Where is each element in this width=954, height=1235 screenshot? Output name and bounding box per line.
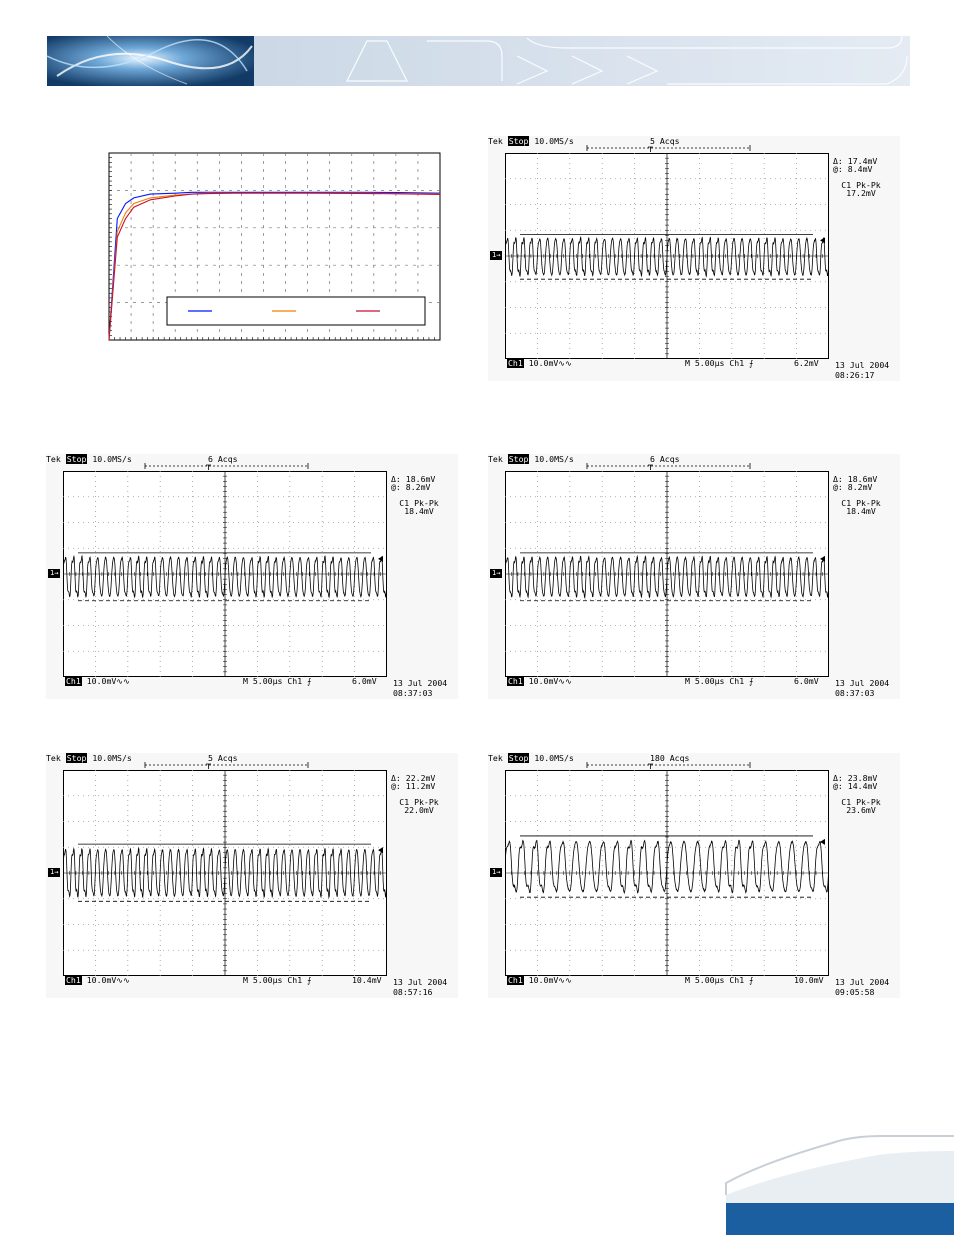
timestamp [393,977,447,997]
pk-pk-value: 17.2mV [846,188,876,198]
volts-per-div: 10.0mV∿∿ [81,975,131,985]
scope-screen [63,471,387,677]
timebase: M 5.00µs Ch1 ⨍ [243,975,312,985]
timebase: M 5.00µs Ch1 ⨍ [685,358,754,368]
record-bracket [143,463,313,471]
tek-label: Tek [46,454,66,464]
stop-badge: Stop [508,136,529,146]
acquisition-count: 6 Acqs [208,454,238,464]
capture-date: 13 Jul 2004 [835,977,890,987]
channel-scale [65,975,130,985]
timebase: M 5.00µs Ch1 ⨍ [243,676,312,686]
pk-pk-label: C1 Pk-Pk [399,797,439,807]
timestamp [835,360,889,380]
scope-panel-5 [488,753,900,998]
capture-date: 13 Jul 2004 [393,678,448,688]
timestamp [835,977,889,997]
cursor-readout: Δ: 18.6mV [391,474,436,484]
acquisition-count: 5 Acqs [208,753,238,763]
cursor-readout: @: 8.2mV [391,482,431,492]
footer-logo [722,1133,954,1235]
tek-label: Tek [488,454,508,464]
acquisition-count: 6 Acqs [650,454,680,464]
pk-pk-value: 18.4mV [404,506,434,516]
trigger-level: 6.0mV [794,676,819,686]
acquisition-count: 5 Acqs [650,136,680,146]
capture-date: 13 Jul 2004 [835,360,890,370]
scope-header [488,136,574,148]
capture-time: 09:05:58 [835,987,875,997]
cursor-readout: @: 8.2mV [833,482,873,492]
measurement-readout [833,475,889,515]
capture-date: 13 Jul 2004 [835,678,890,688]
efficiency-chart [108,152,442,342]
timestamp [835,678,889,698]
ch1-ground-marker: 1→ [492,569,501,577]
scope-panel-1 [488,136,900,381]
stop-badge: Stop [508,753,529,763]
capture-time: 08:37:03 [393,688,433,698]
cursor-readout: Δ: 22.2mV [391,773,436,783]
scope-screen [505,770,829,976]
channel-scale [507,676,572,686]
measurement-readout [833,157,889,197]
volts-per-div: 10.0mV∿∿ [523,358,573,368]
trigger-level: 10.4mV [352,975,382,985]
record-bracket [585,145,755,153]
record-bracket [585,762,755,770]
trigger-level: 6.0mV [352,676,377,686]
ch1-badge: Ch1 [508,676,523,686]
sample-rate: 10.0MS/s [529,753,574,763]
scope-screen [505,471,829,677]
ch1-badge: Ch1 [66,975,81,985]
stop-badge: Stop [508,454,529,464]
cursor-readout: Δ: 18.6mV [833,474,878,484]
pk-pk-label: C1 Pk-Pk [841,180,881,190]
sample-rate: 10.0MS/s [529,136,574,146]
pk-pk-label: C1 Pk-Pk [841,797,881,807]
scope-header [46,753,132,765]
scope-panel-3 [488,454,900,699]
volts-per-div: 10.0mV∿∿ [523,975,573,985]
capture-time: 08:37:03 [835,688,875,698]
tek-label: Tek [46,753,66,763]
channel-scale [65,676,130,686]
volts-per-div: 10.0mV∿∿ [523,676,573,686]
scope-panel-2 [46,454,458,699]
pk-pk-label: C1 Pk-Pk [399,498,439,508]
pk-pk-value: 22.0mV [404,805,434,815]
ch1-ground-marker: 1→ [492,251,501,259]
channel-scale [507,358,572,368]
measurement-readout [391,774,447,814]
pk-pk-label: C1 Pk-Pk [841,498,881,508]
acquisition-count: 180 Acqs [650,753,690,763]
ch1-ground-marker: 1→ [50,569,59,577]
banner-graphic [47,36,910,86]
ch1-ground-marker: 1→ [50,868,59,876]
sample-rate: 10.0MS/s [529,454,574,464]
channel-scale [507,975,572,985]
pk-pk-value: 23.6mV [846,805,876,815]
tek-label: Tek [488,136,508,146]
capture-time: 08:57:16 [393,987,433,997]
scope-panel-4 [46,753,458,998]
cursor-readout: Δ: 23.8mV [833,773,878,783]
timestamp [393,678,447,698]
volts-per-div: 10.0mV∿∿ [81,676,131,686]
scope-header [46,454,132,466]
measurement-readout [391,475,447,515]
sample-rate: 10.0MS/s [87,454,132,464]
tek-label: Tek [488,753,508,763]
cursor-readout: @: 8.4mV [833,164,873,174]
record-bracket [585,463,755,471]
ch1-badge: Ch1 [508,975,523,985]
stop-badge: Stop [66,753,87,763]
timebase: M 5.00µs Ch1 ⨍ [685,975,754,985]
cursor-readout: @: 14.4mV [833,781,878,791]
ch1-badge: Ch1 [66,676,81,686]
capture-date: 13 Jul 2004 [393,977,448,987]
stop-badge: Stop [66,454,87,464]
scope-header [488,753,574,765]
footer-blue-bar [726,1203,954,1235]
pk-pk-value: 18.4mV [846,506,876,516]
record-bracket [143,762,313,770]
header-banner [47,36,910,86]
cursor-readout: @: 11.2mV [391,781,436,791]
chart-legend [167,297,425,325]
cursor-readout: Δ: 17.4mV [833,156,878,166]
measurement-readout [833,774,889,814]
timebase: M 5.00µs Ch1 ⨍ [685,676,754,686]
sample-rate: 10.0MS/s [87,753,132,763]
ch1-ground-marker: 1→ [492,868,501,876]
scope-screen [63,770,387,976]
trigger-level: 10.0mV [794,975,824,985]
scope-screen [505,153,829,359]
ch1-badge: Ch1 [508,358,523,368]
scope-header [488,454,574,466]
capture-time: 08:26:17 [835,370,875,380]
trigger-level: 6.2mV [794,358,819,368]
